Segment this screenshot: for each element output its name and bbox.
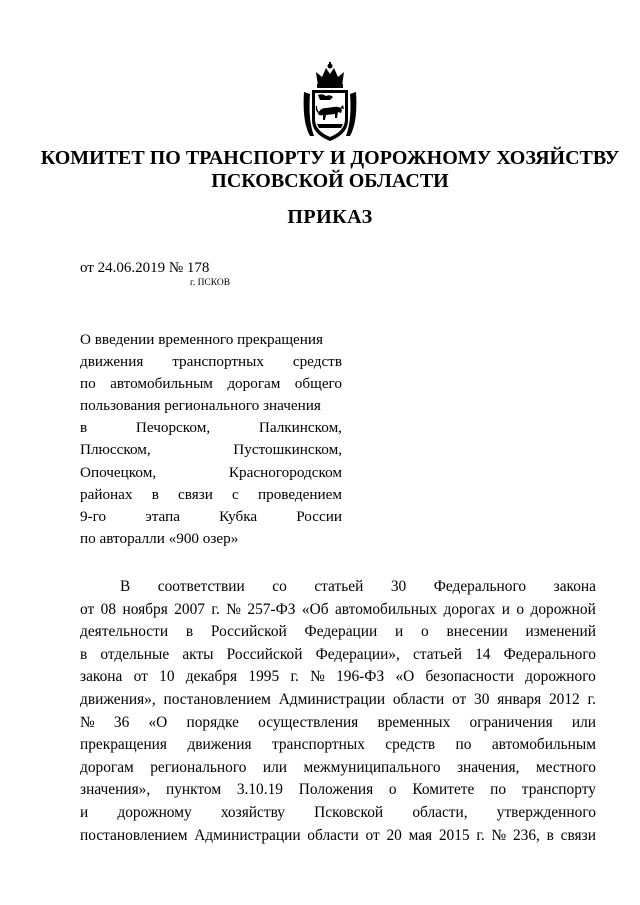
subject-line: по автомобильным дорогам общего bbox=[80, 375, 342, 393]
order-body-paragraph bbox=[80, 576, 596, 847]
subject-line: районах в связи с проведением bbox=[80, 485, 342, 503]
subject-line: 9-го этапа Кубка России bbox=[80, 507, 342, 525]
subject-line: О введении временного прекращения bbox=[80, 331, 324, 348]
pskov-coat-of-arms-icon bbox=[300, 62, 360, 144]
subject-line: по авторалли «900 озер» bbox=[80, 529, 239, 547]
subject-line: Плюсском, Пустошкинском, bbox=[80, 441, 342, 459]
body-line: прекращения движения транспортных средств по автомобильным bbox=[80, 736, 596, 754]
body-line: от 08 ноября 2007 г. № 257-ФЗ «Об автомобильных дорогах и о дорожной bbox=[80, 600, 596, 618]
order-subject bbox=[80, 329, 342, 550]
body-line: и дорожному хозяйству Псковской области, утвержденного bbox=[80, 803, 596, 821]
body-line: дорогам регионального или межмуниципального значения, местного bbox=[80, 758, 596, 776]
body-line: № 36 «О порядке осуществления временных ограничения или bbox=[80, 713, 596, 731]
document-type-title: ПРИКАЗ bbox=[287, 206, 373, 228]
body-line: закона от 10 декабря 1995 г. № 196-ФЗ «О безопасности дорожного bbox=[80, 668, 596, 686]
body-line: значения», пунктом 3.10.19 Положения о Комитете по транспорту bbox=[80, 781, 596, 799]
subject-line: движения транспортных средств bbox=[80, 353, 342, 371]
body-line: в отдельные акты Российской Федерации», статьей 14 Федерального bbox=[80, 645, 596, 663]
document-date-number: от 24.06.2019 № 178 bbox=[80, 260, 210, 276]
subject-line: Опочецком, Красногородском bbox=[80, 463, 342, 481]
body-line: В соответствии со статьей 30 Федерального закона bbox=[120, 578, 596, 595]
subject-line: пользования регионального значения bbox=[80, 397, 321, 415]
organization-name-line1: КОМИТЕТ ПО ТРАНСПОРТУ И ДОРОЖНОМУ ХОЗЯЙСТВУ bbox=[40, 147, 620, 169]
body-line: деятельности в Российской Федерации и о внесении изменений bbox=[80, 623, 596, 641]
organization-name-line2: ПСКОВСКОЙ ОБЛАСТИ bbox=[211, 170, 449, 192]
body-line: постановлением Администрации области от 20 мая 2015 г. № 236, в связи bbox=[80, 826, 596, 844]
subject-line: в Печорском, Палкинском, bbox=[80, 419, 342, 437]
document-city: г. ПСКОВ bbox=[190, 278, 231, 288]
body-line: движения», постановлением Администрации области от 30 января 2012 г. bbox=[80, 690, 596, 708]
